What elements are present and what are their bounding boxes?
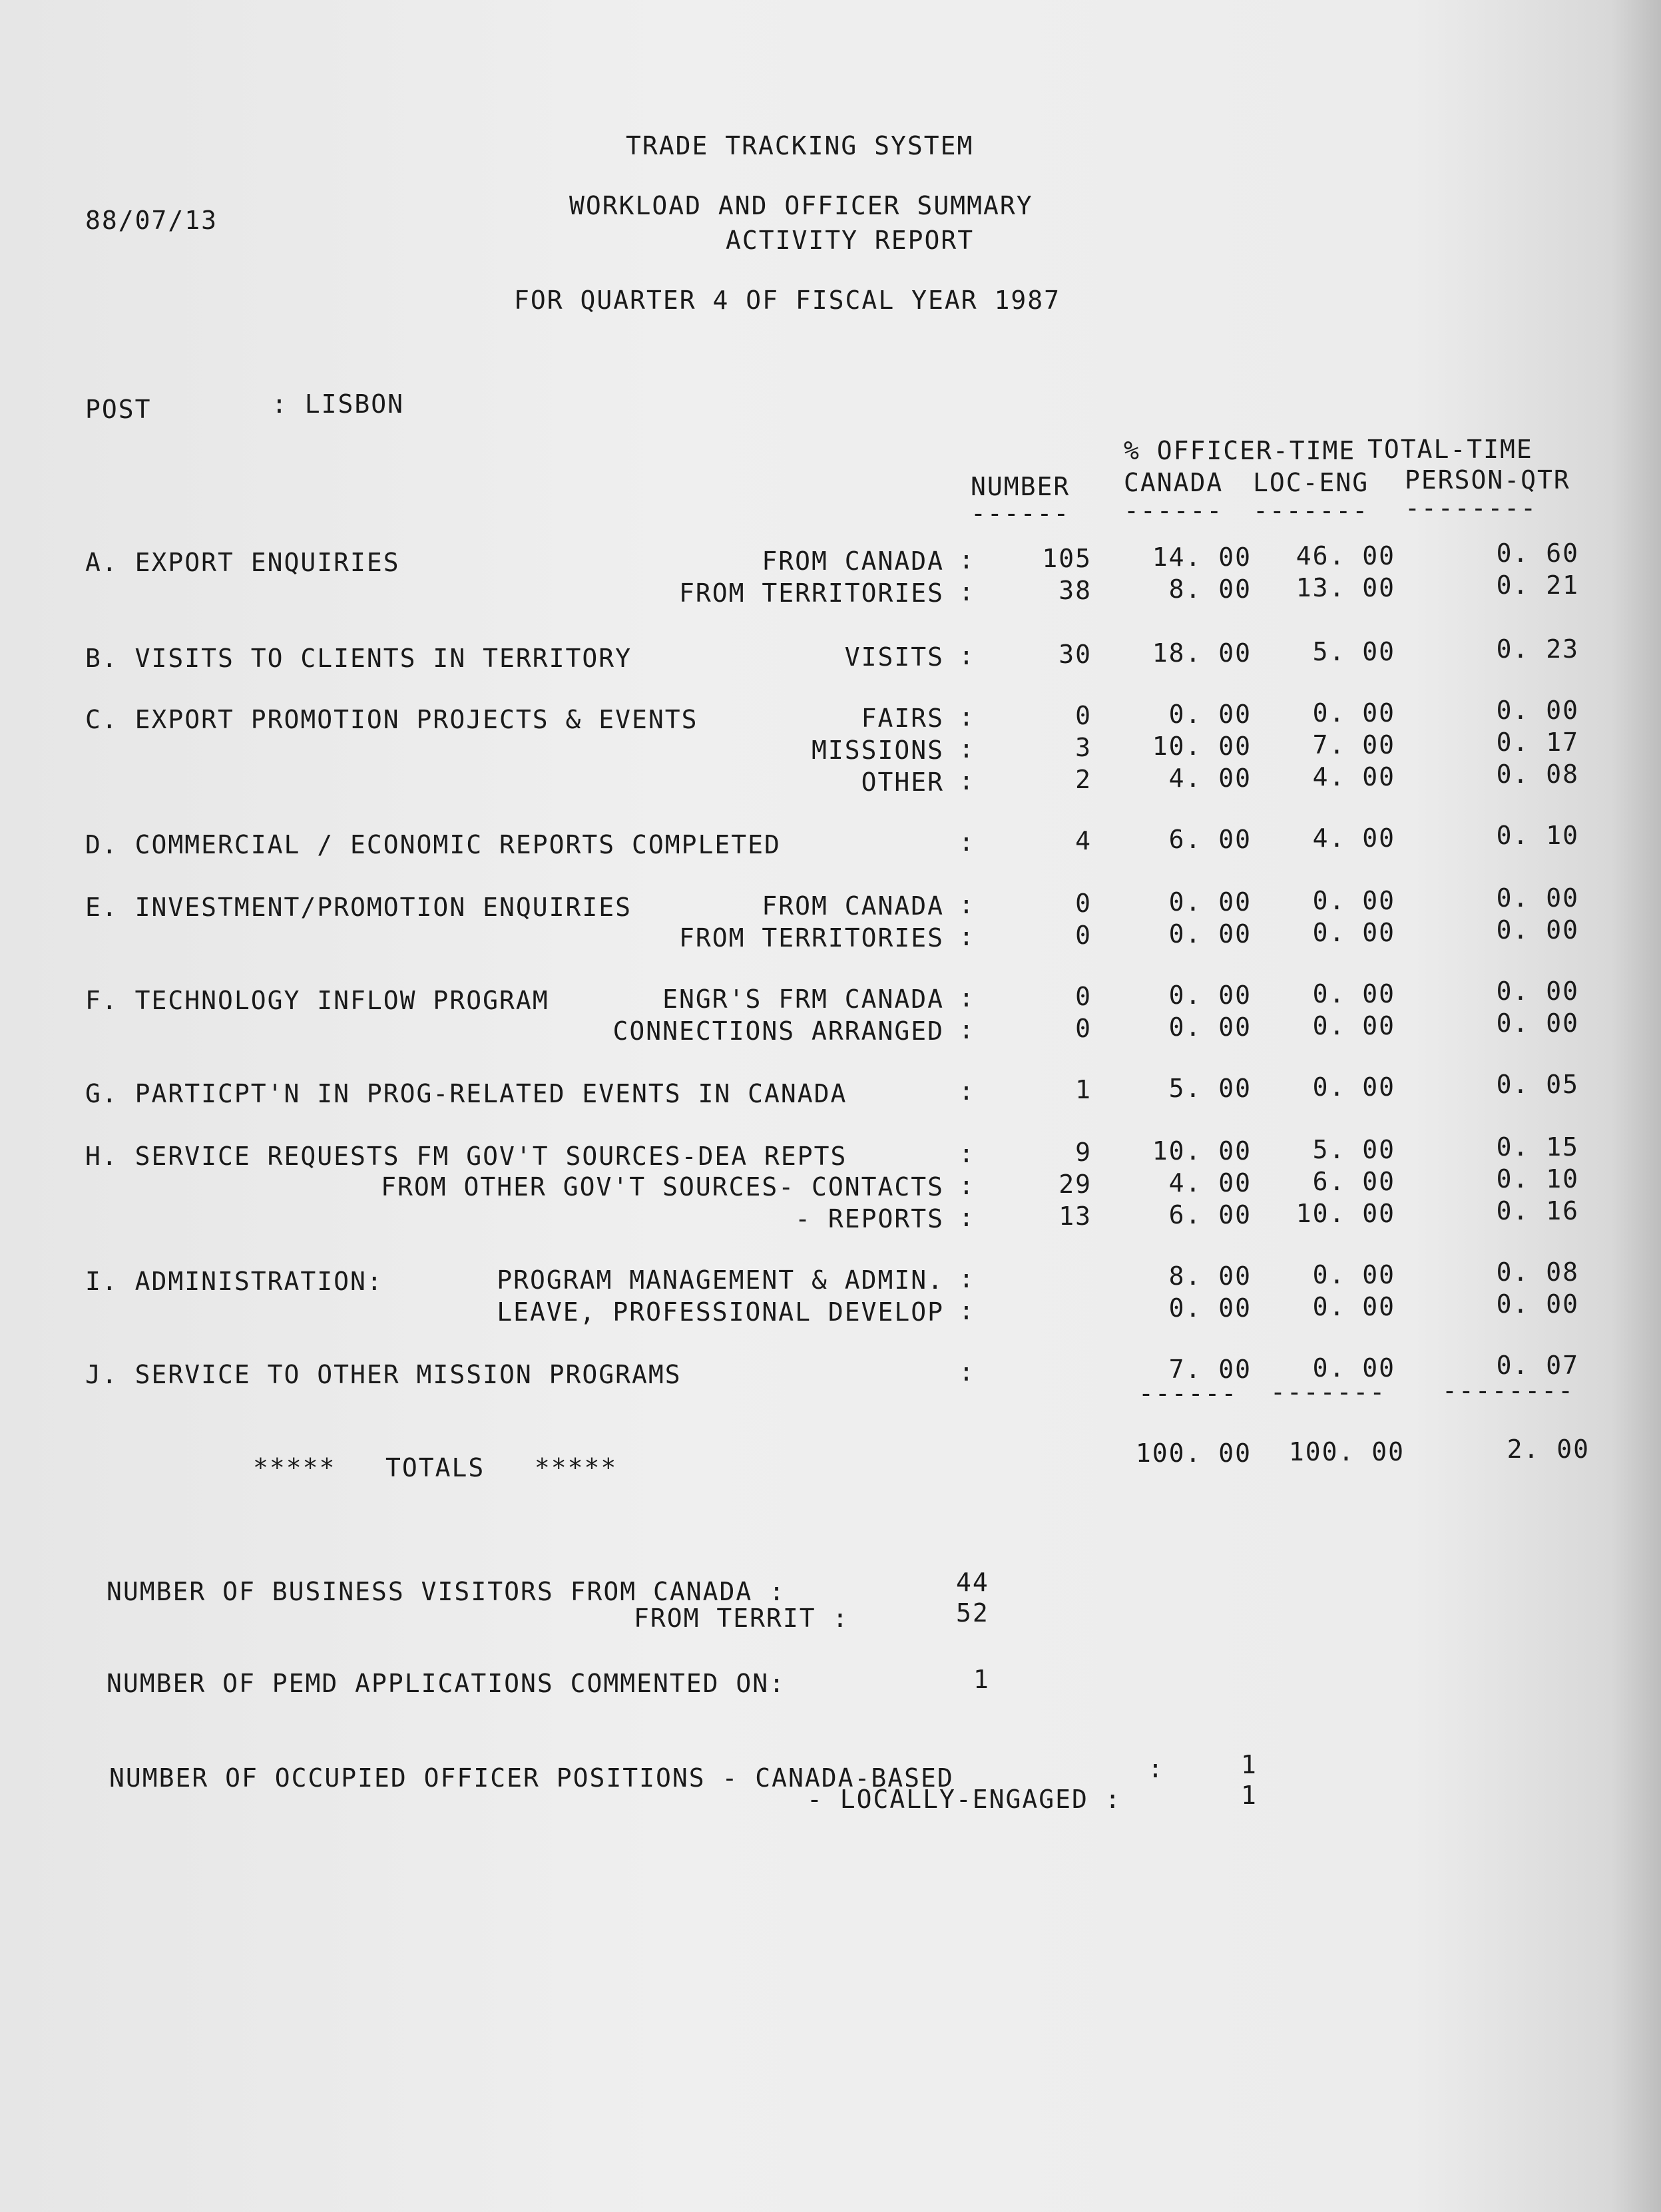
row-sub-label: VISITS [844, 642, 944, 672]
row-number: 3 [1075, 733, 1092, 762]
row-separator: : [959, 734, 975, 764]
totals-label: ***** TOTALS ***** [253, 1453, 618, 1482]
row-separator: : [959, 983, 975, 1012]
row-canada-pct: 0. 00 [1168, 1293, 1252, 1323]
row-section-label: D. COMMERCIAL / ECONOMIC REPORTS COMPLETED [85, 830, 781, 859]
row-separator: : [959, 641, 975, 670]
row-person-qtr: 0. 05 [1496, 1070, 1579, 1099]
row-separator: : [959, 545, 975, 574]
row-person-qtr: 0. 10 [1496, 821, 1579, 850]
row-canada-pct: 0. 00 [1168, 981, 1252, 1010]
post-label: POST [85, 395, 152, 424]
row-loc-eng-pct: 0. 00 [1312, 1353, 1395, 1383]
total-time-header: TOTAL-TIME [1367, 435, 1533, 464]
row-person-qtr: 0. 10 [1496, 1164, 1579, 1194]
canada-column-header: CANADA [1124, 468, 1224, 497]
officer-positions-canada-sep: : [1148, 1754, 1164, 1783]
row-number: 13 [1059, 1202, 1092, 1231]
row-section-label: B. VISITS TO CLIENTS IN TERRITORY [85, 644, 632, 673]
post-value: : LISBON [272, 389, 405, 419]
row-section-label: F. TECHNOLOGY INFLOW PROGRAM [85, 986, 549, 1015]
officer-time-header: % OFFICER-TIME [1124, 436, 1356, 465]
row-person-qtr: 0. 17 [1496, 728, 1579, 757]
row-separator: : [959, 827, 975, 857]
row-loc-eng-pct: 13. 00 [1296, 573, 1395, 602]
row-canada-pct: 7. 00 [1168, 1355, 1252, 1384]
report-subtitle: ACTIVITY REPORT [726, 226, 975, 255]
loc-eng-column-header: LOC-ENG [1253, 468, 1369, 497]
row-loc-eng-pct: 5. 00 [1312, 1135, 1395, 1164]
row-section-label: G. PARTICPT'N IN PROG-RELATED EVENTS IN CANADA [85, 1079, 847, 1108]
row-sub-label: PROGRAM MANAGEMENT & ADMIN. [497, 1265, 944, 1295]
canada-header-underline: ------ [1124, 496, 1224, 525]
row-sub-label: FROM TERRITORIES [678, 578, 944, 608]
row-separator: : [959, 1296, 975, 1325]
row-separator: : [959, 922, 975, 951]
person-qtr-header-underline: -------- [1405, 493, 1538, 523]
row-number: 29 [1059, 1170, 1092, 1199]
row-sub-label: FAIRS [861, 704, 944, 733]
row-separator: : [959, 1357, 975, 1387]
row-loc-eng-pct: 0. 00 [1312, 1011, 1395, 1040]
row-sub-label: OTHER [861, 768, 944, 797]
row-loc-eng-pct: 46. 00 [1296, 541, 1395, 570]
row-section-label: H. SERVICE REQUESTS FM GOV'T SOURCES-DEA REPTS [85, 1142, 847, 1171]
number-column-header: NUMBER [971, 472, 1070, 501]
row-number: 0 [1075, 701, 1092, 730]
report-date: 88/07/13 [85, 206, 218, 235]
row-number: 4 [1075, 826, 1092, 855]
business-visitors-territ-label: FROM TERRIT : [634, 1604, 849, 1633]
row-canada-pct: 18. 00 [1152, 638, 1252, 668]
row-loc-eng-pct: 10. 00 [1296, 1199, 1395, 1228]
row-canada-pct: 4. 00 [1168, 1168, 1252, 1198]
row-number: 0 [1075, 982, 1092, 1011]
row-loc-eng-pct: 4. 00 [1312, 823, 1395, 853]
row-section-label: E. INVESTMENT/PROMOTION ENQUIRIES [85, 893, 632, 922]
row-person-qtr: 0. 23 [1496, 634, 1579, 664]
row-separator: : [959, 890, 975, 919]
row-person-qtr: 0. 00 [1496, 696, 1579, 725]
row-loc-eng-pct: 0. 00 [1312, 979, 1395, 1008]
row-separator: : [959, 577, 975, 606]
officer-positions-local-label: - LOCALLY-ENGAGED : [807, 1785, 1122, 1814]
row-canada-pct: 10. 00 [1152, 1136, 1252, 1166]
row-separator: : [959, 1139, 975, 1168]
row-person-qtr: 0. 00 [1496, 977, 1579, 1006]
row-loc-eng-pct: 7. 00 [1312, 730, 1395, 760]
row-number: 30 [1059, 640, 1092, 669]
officer-positions-label: NUMBER OF OCCUPIED OFFICER POSITIONS - CANADA-BASED [109, 1763, 954, 1793]
pemd-label: NUMBER OF PEMD APPLICATIONS COMMENTED ON: [107, 1669, 786, 1698]
row-person-qtr: 0. 00 [1496, 883, 1579, 913]
loc-eng-header-underline: ------- [1253, 496, 1369, 525]
officer-positions-canada-value: 1 [1241, 1750, 1258, 1779]
row-sub-label: FROM OTHER GOV'T SOURCES- CONTACTS [381, 1172, 944, 1202]
business-visitors-label: NUMBER OF BUSINESS VISITORS FROM CANADA : [107, 1577, 786, 1606]
row-loc-eng-pct: 0. 00 [1312, 698, 1395, 728]
row-number: 2 [1075, 765, 1092, 794]
row-loc-eng-pct: 6. 00 [1312, 1167, 1395, 1196]
row-person-qtr: 0. 16 [1496, 1196, 1579, 1225]
row-number: 9 [1075, 1138, 1092, 1167]
person-qtr-total-underline: -------- [1442, 1376, 1575, 1405]
row-person-qtr: 0. 15 [1496, 1132, 1579, 1162]
business-visitors-territ: 52 [956, 1598, 989, 1628]
loc-eng-total-underline: ------- [1270, 1377, 1387, 1407]
row-loc-eng-pct: 0. 00 [1312, 886, 1395, 915]
row-sub-label: MISSIONS [811, 736, 944, 765]
row-person-qtr: 0. 07 [1496, 1351, 1579, 1380]
row-sub-label: ENGR'S FRM CANADA [662, 985, 944, 1014]
row-sub-label: LEAVE, PROFESSIONAL DEVELOP [497, 1297, 944, 1327]
row-separator: : [959, 1203, 975, 1232]
row-canada-pct: 0. 00 [1168, 1012, 1252, 1042]
number-header-underline: ------ [971, 499, 1070, 528]
row-separator: : [959, 702, 975, 732]
row-canada-pct: 0. 00 [1168, 887, 1252, 917]
row-canada-pct: 4. 00 [1168, 764, 1252, 793]
row-canada-pct: 0. 00 [1168, 919, 1252, 949]
report-period: FOR QUARTER 4 OF FISCAL YEAR 1987 [514, 286, 1061, 315]
totals-canada: 100. 00 [1135, 1438, 1252, 1468]
row-sub-label: CONNECTIONS ARRANGED [612, 1016, 944, 1046]
row-number: 0 [1075, 1014, 1092, 1043]
row-section-label: J. SERVICE TO OTHER MISSION PROGRAMS [85, 1360, 682, 1389]
row-separator: : [959, 1171, 975, 1200]
person-qtr-column-header: PERSON-QTR [1405, 465, 1570, 495]
row-canada-pct: 6. 00 [1168, 825, 1252, 854]
row-section-label: I. ADMINISTRATION: [85, 1267, 383, 1296]
row-separator: : [959, 766, 975, 795]
row-loc-eng-pct: 0. 00 [1312, 1260, 1395, 1289]
row-person-qtr: 0. 08 [1496, 1257, 1579, 1287]
row-separator: : [959, 1076, 975, 1106]
row-sub-label: FROM CANADA [762, 891, 944, 921]
row-canada-pct: 8. 00 [1168, 1261, 1252, 1291]
canada-total-underline: ------ [1138, 1379, 1238, 1408]
row-loc-eng-pct: 0. 00 [1312, 1292, 1395, 1321]
row-person-qtr: 0. 21 [1496, 570, 1579, 600]
row-number: 38 [1059, 576, 1092, 605]
row-number: 105 [1042, 544, 1092, 573]
officer-positions-local-value: 1 [1241, 1781, 1258, 1810]
row-section-label: C. EXPORT PROMOTION PROJECTS & EVENTS [85, 705, 698, 734]
row-canada-pct: 0. 00 [1168, 700, 1252, 729]
row-person-qtr: 0. 00 [1496, 1289, 1579, 1319]
row-separator: : [959, 1015, 975, 1044]
row-person-qtr: 0. 08 [1496, 760, 1579, 789]
row-number: 1 [1075, 1075, 1092, 1104]
row-loc-eng-pct: 0. 00 [1312, 918, 1395, 947]
row-sub-label: FROM CANADA [762, 547, 944, 576]
pemd-value: 1 [973, 1665, 990, 1694]
row-loc-eng-pct: 5. 00 [1312, 637, 1395, 666]
row-person-qtr: 0. 60 [1496, 539, 1579, 568]
totals-loc-eng: 100. 00 [1288, 1437, 1405, 1466]
row-loc-eng-pct: 0. 00 [1312, 1072, 1395, 1102]
row-canada-pct: 10. 00 [1152, 732, 1252, 761]
row-canada-pct: 6. 00 [1168, 1200, 1252, 1229]
row-canada-pct: 8. 00 [1168, 574, 1252, 604]
totals-person-qtr: 2. 00 [1507, 1435, 1590, 1464]
row-canada-pct: 14. 00 [1152, 543, 1252, 572]
row-sub-label: - REPORTS [795, 1204, 944, 1233]
row-number: 0 [1075, 889, 1092, 918]
row-section-label: A. EXPORT ENQUIRIES [85, 548, 400, 577]
row-person-qtr: 0. 00 [1496, 1008, 1579, 1038]
report-title: WORKLOAD AND OFFICER SUMMARY [569, 191, 1033, 220]
row-sub-label: FROM TERRITORIES [678, 923, 944, 953]
row-separator: : [959, 1264, 975, 1293]
row-canada-pct: 5. 00 [1168, 1074, 1252, 1103]
system-title: TRADE TRACKING SYSTEM [626, 131, 974, 160]
row-person-qtr: 0. 00 [1496, 915, 1579, 945]
row-loc-eng-pct: 4. 00 [1312, 762, 1395, 791]
business-visitors-canada: 44 [956, 1568, 989, 1597]
row-number: 0 [1075, 921, 1092, 950]
